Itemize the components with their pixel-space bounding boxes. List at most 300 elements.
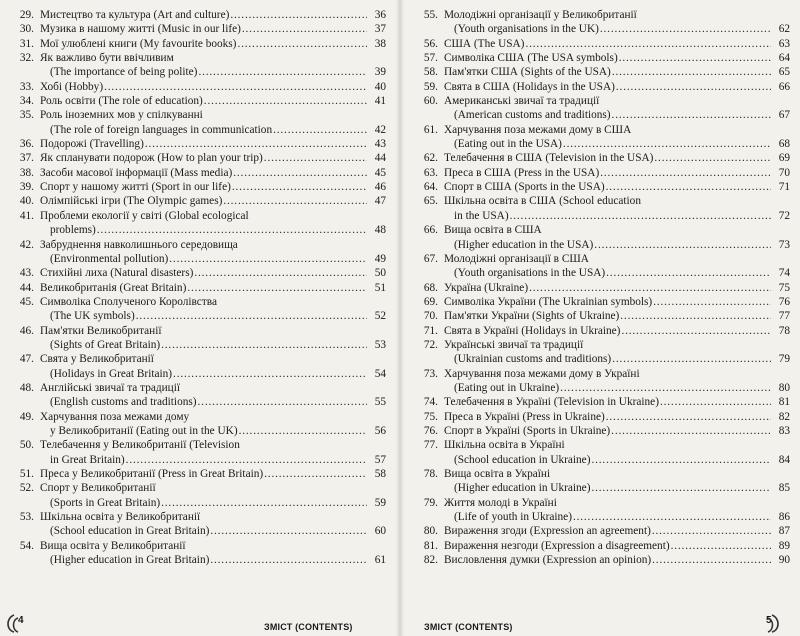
entry-number: 44. — [19, 281, 34, 294]
entry-body — [444, 524, 790, 538]
entry-body — [40, 151, 386, 165]
entry-page-number: 67 — [778, 109, 790, 122]
entry-line — [444, 539, 790, 553]
entry-body — [444, 395, 790, 409]
entry-line — [40, 553, 386, 567]
entry-line — [444, 553, 790, 567]
entry-number: 79. — [423, 496, 438, 509]
entry-body — [444, 37, 790, 51]
entry-line — [444, 37, 790, 51]
entry-body — [40, 295, 386, 324]
entry-page-number: 52 — [374, 310, 386, 323]
entry-line — [444, 65, 790, 79]
entry-title: Олімпійські ігри (The Olympic games) — [40, 195, 223, 208]
entry-number: 70. — [423, 310, 438, 323]
entry-page-number: 71 — [778, 181, 790, 194]
dot-leader — [264, 467, 367, 481]
entry-body — [40, 381, 386, 410]
entry-page-number: 54 — [374, 367, 386, 380]
entry-page-number: 40 — [374, 80, 386, 93]
entry-body — [444, 338, 790, 367]
dot-leader — [173, 367, 367, 381]
footer-left: ЗМІСТ (CONTENTS) — [264, 622, 353, 632]
entry-page-number: 36 — [374, 9, 386, 21]
dot-leader — [612, 65, 771, 79]
toc-entry — [410, 65, 790, 79]
entry-line — [40, 324, 386, 338]
entry-number: 34. — [19, 95, 34, 108]
toc-entry — [410, 151, 790, 165]
entry-number: 46. — [19, 324, 34, 337]
toc-entry — [6, 238, 386, 267]
entry-title: Шкільна освіта у Великобританії — [40, 511, 201, 524]
entry-line — [444, 137, 790, 151]
page-number-left: 4 — [18, 615, 24, 626]
dot-leader — [161, 338, 367, 352]
entry-line — [40, 352, 386, 366]
entry-number: 33. — [19, 80, 34, 93]
entry-line — [40, 539, 386, 553]
entry-page-number: 90 — [778, 554, 790, 567]
dot-leader — [600, 22, 771, 36]
entry-page-number: 81 — [778, 396, 790, 409]
entry-line — [40, 367, 386, 381]
entry-line — [40, 123, 386, 137]
entry-body — [40, 266, 386, 280]
entry-title: Життя молоді в Україні — [444, 496, 557, 509]
dot-leader — [606, 266, 771, 280]
entry-line — [40, 338, 386, 352]
entry-title: Як важливо бути ввічливим — [40, 52, 174, 65]
entry-number: 66. — [423, 224, 438, 237]
entry-title: Американські звичаї та традиції — [444, 95, 600, 108]
entry-title: Символіка США (The USA symbols) — [444, 52, 618, 65]
entry-body — [40, 166, 386, 180]
toc-entry — [6, 410, 386, 439]
entry-line — [40, 524, 386, 538]
entry-line — [40, 295, 386, 309]
toc-entry — [6, 137, 386, 151]
entry-number: 52. — [19, 482, 34, 495]
entry-title: (School education in Great Britain) — [50, 525, 210, 538]
entry-number: 42. — [19, 238, 34, 251]
entry-number: 73. — [423, 367, 438, 380]
entry-page-number: 78 — [778, 324, 790, 337]
dot-leader — [611, 424, 771, 438]
entry-title: Молодіжні організації в США — [444, 252, 589, 265]
entry-title: Вища освіта у Великобританії — [40, 539, 186, 552]
entry-number: 41. — [19, 209, 34, 222]
entry-body — [40, 467, 386, 481]
entry-page-number: 41 — [374, 95, 386, 108]
entry-title: (Higher education in Ukraine) — [454, 482, 591, 495]
entry-number: 72. — [423, 338, 438, 351]
entry-line — [444, 467, 790, 481]
toc-entry — [410, 467, 790, 496]
entry-page-number: 84 — [778, 453, 790, 466]
entry-number: 81. — [423, 539, 438, 552]
entry-page-number: 55 — [374, 396, 386, 409]
entry-number: 65. — [423, 195, 438, 208]
entry-number: 45. — [19, 295, 34, 308]
entry-line — [444, 123, 790, 137]
entry-page-number: 50 — [374, 267, 386, 280]
entry-title: Висловлення думки (Expression an opinion) — [444, 554, 652, 567]
entry-body — [40, 8, 386, 22]
entry-line — [40, 410, 386, 424]
entry-body — [444, 252, 790, 281]
entry-title: Харчування поза межами дому в Україні — [444, 367, 640, 380]
entry-line — [40, 194, 386, 208]
entry-line — [444, 180, 790, 194]
toc-entry — [6, 166, 386, 180]
entry-title: Роль іноземних мов у спілкуванні — [40, 109, 203, 122]
entry-line — [444, 481, 790, 495]
entry-number: 37. — [19, 152, 34, 165]
toc-entry — [410, 123, 790, 152]
entry-number: 68. — [423, 281, 438, 294]
entry-title: Харчування поза межами дому в США — [444, 123, 632, 136]
entry-title: США (The USA) — [444, 37, 525, 50]
entry-line — [40, 65, 386, 79]
entry-line — [40, 51, 386, 65]
dot-leader — [198, 395, 367, 409]
toc-entry — [410, 8, 790, 37]
entry-line — [444, 194, 790, 208]
entry-page-number: 76 — [778, 295, 790, 308]
entry-title: Хобі (Hobby) — [40, 80, 104, 93]
entry-title: (Higher education in the USA) — [454, 238, 594, 251]
entry-page-number: 61 — [374, 554, 386, 567]
entry-line — [40, 381, 386, 395]
toc-entry — [6, 94, 386, 108]
page-ornament-icon — [756, 612, 782, 634]
dot-leader — [136, 309, 367, 323]
entry-number: 55. — [423, 9, 438, 21]
entry-body — [444, 553, 790, 567]
entry-title: Пам'ятки США (Sights of the USA) — [444, 66, 611, 79]
toc-entry — [410, 395, 790, 409]
entry-page-number: 47 — [374, 195, 386, 208]
entry-page-number: 44 — [374, 152, 386, 165]
entry-title: in the USA) — [454, 209, 509, 222]
entry-body — [40, 108, 386, 137]
entry-number: 59. — [423, 80, 438, 93]
entry-body — [444, 281, 790, 295]
entry-line — [40, 166, 386, 180]
toc-entry — [6, 51, 386, 80]
toc-entry — [410, 553, 790, 567]
entry-line — [40, 151, 386, 165]
toc-entry — [6, 22, 386, 36]
entry-body — [40, 238, 386, 267]
entry-number: 49. — [19, 410, 34, 423]
entry-line — [444, 324, 790, 338]
entry-title: (Youth organisations in the USA) — [454, 267, 606, 280]
entry-line — [40, 424, 386, 438]
entry-line — [40, 223, 386, 237]
entry-page-number: 83 — [778, 424, 790, 437]
entry-page-number: 79 — [778, 353, 790, 366]
entry-title: (Holidays in Great Britain) — [50, 367, 173, 380]
entry-line — [444, 395, 790, 409]
entry-page-number: 39 — [374, 66, 386, 79]
toc-entry — [410, 51, 790, 65]
entry-title: Пам'ятки Великобританії — [40, 324, 162, 337]
entry-line — [444, 338, 790, 352]
entry-page-number: 66 — [778, 80, 790, 93]
toc-entry — [410, 223, 790, 252]
entry-line — [40, 496, 386, 510]
entry-line — [40, 395, 386, 409]
toc-entry — [6, 8, 386, 22]
entry-number: 50. — [19, 439, 34, 452]
entry-body — [444, 180, 790, 194]
entry-title: Свята в США (Holidays in the USA) — [444, 80, 615, 93]
entry-page-number: 74 — [778, 267, 790, 280]
entry-title: Англійські звичаї та традиції — [40, 381, 180, 394]
dot-leader — [237, 37, 367, 51]
entry-title: Спорт в США (Sports in the USA) — [444, 181, 605, 194]
entry-page-number: 75 — [778, 281, 790, 294]
entry-line — [444, 281, 790, 295]
toc-entry — [6, 510, 386, 539]
entry-line — [40, 108, 386, 122]
dot-leader — [242, 22, 367, 36]
entry-page-number: 80 — [778, 381, 790, 394]
toc-entry — [410, 539, 790, 553]
toc-entry — [6, 481, 386, 510]
entry-title: (Sports in Great Britain) — [50, 496, 161, 509]
toc-entry — [410, 410, 790, 424]
entry-body — [40, 137, 386, 151]
entry-number: 43. — [19, 267, 34, 280]
entry-line — [40, 94, 386, 108]
entry-title: Стихійні лиха (Natural disasters) — [40, 267, 194, 280]
entry-body — [444, 8, 790, 37]
entry-title: Преса в Україні (Press in Ukraine) — [444, 410, 605, 423]
entry-title: Подорожі (Travelling) — [40, 138, 144, 151]
page-number-right: 5 — [766, 615, 772, 626]
entry-line — [40, 467, 386, 481]
entry-title: Мистецтво та культура (Art and culture) — [40, 9, 230, 21]
dot-leader — [210, 524, 367, 538]
entry-page-number: 82 — [778, 410, 790, 423]
entry-page-number: 72 — [778, 209, 790, 222]
entry-line — [444, 108, 790, 122]
entry-line — [40, 37, 386, 51]
entry-title: (The importance of being polite) — [50, 66, 198, 79]
dot-leader — [660, 395, 771, 409]
dot-leader — [591, 453, 771, 467]
entry-title: (American customs and traditions) — [454, 109, 611, 122]
entry-title: Спорт у нашому житті (Sport in our life) — [40, 181, 231, 194]
dot-leader — [616, 80, 771, 94]
entry-page-number: 63 — [778, 37, 790, 50]
toc-entry — [410, 194, 790, 223]
dot-leader — [187, 281, 367, 295]
dot-leader — [145, 137, 367, 151]
entry-title: (Eating out in the USA) — [454, 138, 562, 151]
entry-body — [444, 94, 790, 123]
entry-body — [40, 539, 386, 568]
entry-number: 74. — [423, 396, 438, 409]
entry-page-number: 49 — [374, 252, 386, 265]
footer-right: ЗМІСТ (CONTENTS) — [424, 622, 513, 632]
entry-number: 80. — [423, 525, 438, 538]
entry-number: 61. — [423, 123, 438, 136]
entry-number: 75. — [423, 410, 438, 423]
entry-title: Телебачення у Великобританії (Television — [40, 439, 240, 452]
entry-line — [444, 266, 790, 280]
dot-leader — [560, 381, 771, 395]
entry-line — [40, 438, 386, 452]
entry-page-number: 56 — [374, 424, 386, 437]
entry-body — [40, 481, 386, 510]
entry-title: Забруднення навколишнього середовища — [40, 238, 238, 251]
toc-entry — [410, 438, 790, 467]
entry-line — [40, 510, 386, 524]
entry-title: Великобританія (Great Britain) — [40, 281, 187, 294]
dot-leader — [612, 108, 771, 122]
toc-entry — [410, 309, 790, 323]
entry-body — [40, 281, 386, 295]
entry-page-number: 58 — [374, 468, 386, 480]
entry-title: (Sights of Great Britain) — [50, 338, 161, 351]
toc-entry — [6, 180, 386, 194]
dot-leader — [620, 309, 771, 323]
entry-body — [444, 166, 790, 180]
entry-title: Як спланувати подорож (How to plan your trip) — [40, 152, 263, 165]
dot-leader — [563, 137, 771, 151]
entry-line — [444, 295, 790, 309]
entry-number: 53. — [19, 511, 34, 524]
entry-number: 38. — [19, 166, 34, 179]
entry-title: (Youth organisations in the UK) — [454, 23, 599, 36]
dot-leader — [194, 266, 367, 280]
dot-leader — [273, 123, 367, 137]
entry-line — [444, 80, 790, 94]
dot-leader — [573, 510, 771, 524]
toc-entry — [6, 108, 386, 137]
entry-page-number: 68 — [778, 138, 790, 151]
dot-leader — [671, 539, 771, 553]
dot-leader — [239, 424, 367, 438]
entry-line — [444, 367, 790, 381]
dot-leader — [510, 209, 771, 223]
entry-line — [40, 453, 386, 467]
toc-entry — [6, 539, 386, 568]
entry-body — [444, 539, 790, 553]
entry-title: Україна (Ukraine) — [444, 281, 529, 294]
toc-entry — [410, 338, 790, 367]
toc-entry — [6, 295, 386, 324]
entry-line — [444, 252, 790, 266]
entry-title: Шкільна освіта в Україні — [444, 439, 565, 452]
entry-body — [444, 65, 790, 79]
toc-entry — [410, 281, 790, 295]
toc-entry — [6, 37, 386, 51]
entry-number: 82. — [423, 554, 438, 567]
dot-leader — [652, 553, 771, 567]
toc-entry — [410, 80, 790, 94]
entry-line — [444, 453, 790, 467]
dot-leader — [591, 481, 771, 495]
dot-leader — [529, 281, 771, 295]
entry-line — [444, 496, 790, 510]
entry-line — [40, 80, 386, 94]
toc-entry — [6, 151, 386, 165]
entry-title: Шкільна освіта в США (School education — [444, 195, 641, 208]
entry-body — [40, 22, 386, 36]
entry-title: Символіка України (The Ukrainian symbols) — [444, 295, 653, 308]
dot-leader — [606, 410, 771, 424]
entry-line — [444, 424, 790, 438]
entry-title: Українські звичаї та традиції — [444, 338, 584, 351]
entry-body — [444, 309, 790, 323]
dot-leader — [654, 151, 771, 165]
entry-title: (Eating out in Ukraine) — [454, 381, 560, 394]
entry-title: Вища освіта в США — [444, 224, 542, 237]
dot-leader — [97, 223, 367, 237]
entry-body — [40, 194, 386, 208]
entry-title: Мої улюблені книги (My favourite books) — [40, 37, 237, 50]
dot-leader — [169, 252, 367, 266]
entry-title: Проблеми екології у світі (Global ecological — [40, 209, 249, 222]
entry-title: Вища освіта в Україні — [444, 468, 551, 480]
entry-page-number: 62 — [778, 23, 790, 36]
dot-leader — [233, 166, 367, 180]
toc-entry — [6, 438, 386, 467]
entry-number: 78. — [423, 468, 438, 480]
entry-body — [40, 410, 386, 439]
entry-line — [444, 309, 790, 323]
entry-number: 63. — [423, 166, 438, 179]
entry-body — [40, 180, 386, 194]
entry-body — [40, 352, 386, 381]
entry-title: problems) — [50, 224, 96, 237]
dot-leader — [525, 37, 771, 51]
entry-page-number: 77 — [778, 310, 790, 323]
entry-body — [444, 438, 790, 467]
dot-leader — [223, 194, 367, 208]
entry-number: 76. — [423, 424, 438, 437]
entry-page-number: 59 — [374, 496, 386, 509]
entry-number: 48. — [19, 381, 34, 394]
entry-title: Свята у Великобританії — [40, 353, 154, 366]
entry-page-number: 69 — [778, 152, 790, 165]
toc-entry — [410, 295, 790, 309]
entry-body — [444, 324, 790, 338]
entry-line — [40, 22, 386, 36]
entry-title: (School education in Ukraine) — [454, 453, 591, 466]
entry-line — [444, 524, 790, 538]
entry-body — [444, 80, 790, 94]
toc-entry — [6, 80, 386, 94]
dot-leader — [204, 94, 367, 108]
toc-entry — [410, 180, 790, 194]
entry-number: 40. — [19, 195, 34, 208]
entry-body — [444, 367, 790, 396]
entry-body — [444, 424, 790, 438]
entry-page-number: 43 — [374, 138, 386, 151]
entry-line — [40, 209, 386, 223]
entry-body — [40, 324, 386, 353]
entry-body — [444, 194, 790, 223]
entry-body — [40, 51, 386, 80]
entry-line — [40, 281, 386, 295]
entry-title: Молодіжні організації у Великобританії — [444, 9, 637, 21]
